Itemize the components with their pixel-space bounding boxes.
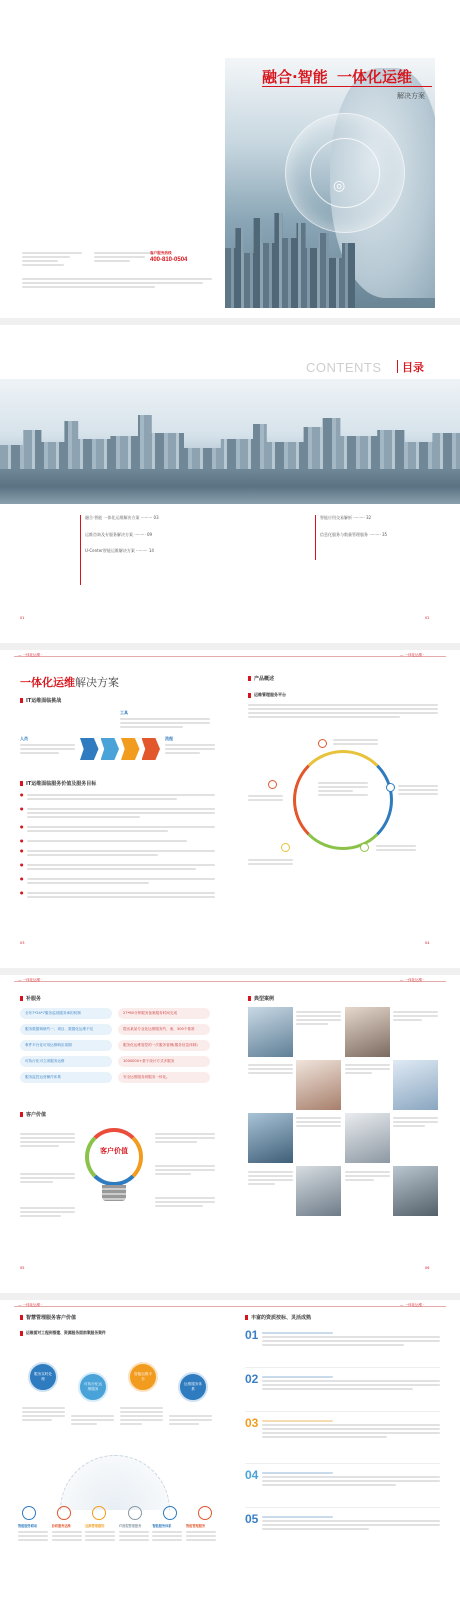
satellite-node-icon [281,843,290,852]
section-header: 典型案例 [248,995,274,1002]
cover-address-block [22,250,212,290]
solution-page [0,650,460,968]
feature-label: IT流程管理服务 [118,1524,142,1528]
case-photo[interactable] [345,1007,390,1057]
service-pill: 提出某某专业化运维服务约、案、300个基准 [118,1024,210,1035]
diagram-label-tools: 工具 [120,710,128,715]
qualification-number: 03 [245,1416,259,1430]
page-number-right: 04 [425,941,430,945]
cover-subtitle: 解决方案 [397,92,425,100]
top-running-head: — 一体化运维 · [400,978,425,982]
cover-page [0,0,460,318]
page-number-left: 03 [20,941,25,945]
value-circle: 服务实时处理 [28,1362,58,1392]
toc-item[interactable]: 融合·智能 一体化运维解决方案 ········· 03 [85,515,159,520]
case-text [345,1169,390,1183]
diagram-label-process: 流程 [165,736,173,741]
feature-label: 智能管理服务 [185,1524,206,1528]
diagram-label-people: 人员 [20,736,28,741]
section-subheader: 运维面对工程到搭建、资源服务面前案服务案件 [20,1330,106,1336]
case-photo[interactable] [296,1060,341,1110]
toc-item[interactable]: 信息化服务与数量管理服务 ········· 35 [320,531,388,537]
case-photo[interactable] [248,1007,293,1057]
case-photo[interactable] [345,1113,390,1163]
value-circles [28,1362,208,1402]
feature-icon [92,1506,106,1520]
cover-title-a: 融合·智能 [262,68,328,86]
cover-title [262,66,412,87]
section-header: 智慧管理服务客户价值 [20,1314,76,1321]
case-text [345,1062,390,1076]
wifi-icon: ◎ [333,178,346,194]
cover-title-b: 一体化运维 [336,68,412,86]
case-photo[interactable] [393,1060,438,1110]
case-grid [248,1007,438,1252]
top-running-head: — 一体化运维 · [18,653,43,657]
contents-label: 目录 [402,361,424,374]
feature-label: 智能服务联动 [18,1524,38,1528]
case-text [248,1062,293,1076]
section-header: 产品概述 [248,675,274,682]
section-header: 客户价值 [20,1111,46,1118]
feature-icon [22,1506,36,1520]
cover-hotline: 400-810-0504 [150,257,188,263]
glowing-circle-inner [310,138,380,208]
feature-label: 智能服务体系 [152,1524,172,1528]
top-rule [14,981,446,982]
value-circle: 运维服务体系 [178,1372,208,1402]
page-number-left: 05 [20,1266,25,1270]
value-circle: 智能运维平台 [128,1362,158,1392]
ring-center-text [318,780,368,798]
feature-icon [128,1506,142,1520]
service-pill: 全年7*24*7服务监视服务承担机制 [20,1008,112,1019]
top-rule [14,656,446,657]
toc-item[interactable]: U-Center智能运维解决方案 ········· 14 [85,548,154,554]
section-header: IT运维面临服务价值及服务目标 [20,780,96,787]
satellite-node-icon [268,780,277,789]
section-header: 补服务 [20,995,41,1002]
top-rule [14,1306,446,1307]
feature-label: 协同服务运维 [51,1524,71,1528]
case-photo[interactable] [248,1113,293,1163]
service-pill: 服务数据调研约一、项目、数据化运维不足 [20,1024,112,1035]
top-running-head: — 一体化运维 · [400,1303,425,1307]
feature-icon [163,1506,177,1520]
service-pill: 1000000+基于设计方式多服务 [118,1056,210,1067]
page-number-right: 06 [425,1266,430,1270]
case-text [393,1009,438,1023]
toc-item[interactable]: 智能应用交易解析 ········· 32 [320,515,372,520]
bulb-text: 客户价值 [100,1147,128,1155]
toc-item[interactable]: 运维咨询及专服务解决方案 ········· 09 [85,531,153,537]
service-pill: 服务化运维管控的一次服务管理(服务信息体制) [118,1040,210,1051]
top-running-head: — 一体化运维 · [400,653,425,657]
contents-separator [397,360,398,373]
platform-ring-diagram [248,735,438,885]
section-subheader: 运维管理服务平台 [248,692,286,698]
section-header: IT运维面临挑战 [20,697,61,704]
bottom-labels [18,1524,216,1543]
value-descriptions [22,1405,212,1427]
globe-graphic [60,1455,170,1510]
qualification-number: 01 [245,1328,259,1342]
page-number-left: 01 [20,616,25,620]
feature-label: 运维管理感知 [85,1524,105,1528]
case-photo[interactable] [296,1166,341,1216]
city-skyline [0,409,460,469]
service-pill: 服务监控运营操作体系 [20,1072,112,1083]
value-circle: 可执行化运维服务 [78,1372,108,1402]
feature-icon [57,1506,71,1520]
satellite-node-icon [318,739,327,748]
product-desc [248,702,438,720]
contents-page [0,325,460,643]
feature-icon [198,1506,212,1520]
toc-left-column [80,515,159,585]
management-page [0,1300,460,1600]
case-text [296,1115,341,1129]
customer-value-diagram [20,1123,215,1253]
services-page [0,975,460,1293]
value-list: ● ● ● ● ● ● ● ● [20,792,215,904]
qualification-number: 04 [245,1468,259,1482]
service-pill: 可执行化可立项服务运维 [20,1056,112,1067]
cover-title-underline [262,86,432,87]
qualification-number: 05 [245,1512,259,1526]
solution-title-rest: 解决方案 [75,676,119,689]
case-text [393,1115,438,1129]
case-photo[interactable] [393,1166,438,1216]
solution-title [20,674,119,690]
page-number-right: 02 [425,616,430,620]
arrow-flow [80,738,160,760]
service-pill: 事件平台化可用运维响应周期 [20,1040,112,1051]
contents-city-photo [0,379,460,504]
satellite-node-icon [386,783,395,792]
satellite-node-icon [360,843,369,852]
service-pill: 27*60分钟服务备案服务时间完成 [118,1008,210,1019]
lightbulb-base [102,1185,126,1201]
challenge-diagram [20,708,215,773]
solution-title-red: 一体化运维 [20,676,75,689]
case-text [296,1009,341,1027]
bottom-icons [22,1506,212,1520]
ring [293,750,393,850]
section-header: 丰富的资质按标、灵活成熟 [245,1314,311,1321]
water-reflection [0,469,460,504]
lightbulb-icon [85,1128,143,1186]
case-text [248,1169,293,1187]
service-pills [20,1008,210,1088]
qualification-number: 02 [245,1372,259,1386]
top-running-head: — 一体化运维 · [18,1303,43,1307]
top-running-head: — 一体化运维 · [18,978,43,982]
contents-word: CONTENTS [306,360,382,375]
cover-hotline-label: 客户服务热线 [150,251,172,255]
qualification-list [245,1328,440,1550]
toc-right-column [315,515,387,560]
service-pill: 安全运维服务到服务一体化。 [118,1072,210,1083]
